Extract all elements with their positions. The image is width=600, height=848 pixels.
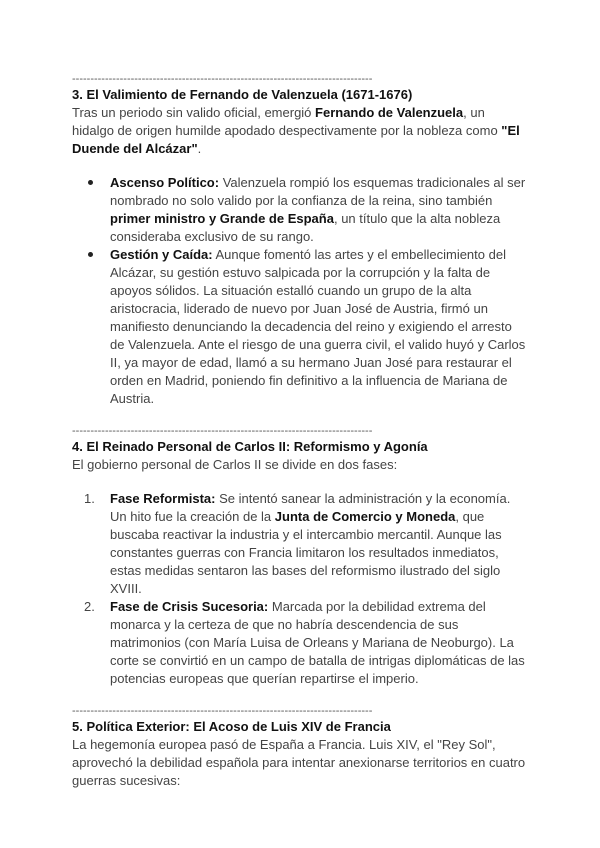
list-item — [84, 598, 528, 688]
item-text: , un título que la alta nobleza consideraba exclusivo de su rango. — [110, 211, 501, 244]
item-label: Fase Reformista: — [110, 491, 216, 506]
item-label: Gestión y Caída: — [110, 247, 213, 262]
section-heading: 4. El Reinado Personal de Carlos II: Reformismo y Agonía — [72, 439, 428, 454]
numbered-list — [72, 490, 528, 688]
intro-bold: Fernando de Valenzuela — [315, 105, 464, 120]
section-heading: 5. Política Exterior: El Acoso de Luis XIV de Francia — [72, 719, 391, 734]
intro-text: Tras un periodo sin valido oficial, emergió — [72, 105, 316, 120]
document-page — [72, 72, 528, 806]
section-separator: ---------------------------------------------------------------------------------- — [72, 705, 373, 717]
item-label: Ascenso Político: — [110, 175, 220, 190]
intro-bold: "El Duende del Alcázar" — [72, 123, 520, 156]
section-intro: La hegemonía europea pasó de España a Francia. Luis XIV, el "Rey Sol", aprovechó la debilidad española para intentar anexionarse territorios en cuatro guerras sucesivas: — [72, 737, 526, 788]
section-intro — [72, 104, 528, 158]
bullet-list — [72, 174, 528, 408]
item-bold: Junta de Comercio y Moneda — [274, 509, 456, 524]
item-number: 2. — [84, 599, 95, 614]
item-text: Aunque fomentó las artes y el embellecimiento del Alcázar, su gestión estuvo salpicada por la corrupción y la falta de apoyos sólidos. La situación estalló cuando un grupo de la alta aristocracia, liderado de nuevo por Juan José de Austria, firmó un manifiesto denunciando la decadencia del reino y exigiendo el arresto de Valenzuela. Ante el riesgo de una guerra civil, el valido huyó y Carlos II, ya mayor de edad, llamó a su hermano Juan José para restaurar el orden en Madrid, poniendo fin definitivo a la influencia de Mariana de Austria. — [110, 247, 526, 406]
item-label: Fase de Crisis Sucesoria: — [110, 599, 269, 614]
item-text: , que buscaba reactivar la industria y el intercambio mercantil. Aunque las constantes guerras con Francia limitaron los resultados inmediatos, estas medidas sentaron las bases del reformismo ilustrado del siglo XVIII. — [110, 509, 502, 596]
section-separator: ---------------------------------------------------------------------------------- — [72, 73, 373, 85]
intro-text: , un hidalgo de origen humilde apodado despectivamente por la nobleza como — [72, 105, 502, 138]
section-intro: El gobierno personal de Carlos II se divide en dos fases: — [72, 457, 398, 472]
item-text: Valenzuela rompió los esquemas tradicionales al ser nombrado no solo valido por la confianza de la reina, sino también — [110, 175, 526, 208]
item-text: Marcada por la debilidad extrema del monarca y la certeza de que no habría descendencia de sus matrimonios (con María Luisa de Orleans y Mariana de Neoburgo). La corte se convirtió en un campo de batalla de intrigas diplomáticas de las potencias europeas que querían repartirse el imperio. — [110, 599, 525, 686]
section-heading: 3. El Valimiento de Fernando de Valenzuela (1671-1676) — [72, 87, 413, 102]
item-number: 1. — [84, 491, 95, 506]
list-item — [108, 246, 528, 408]
item-text: Se intentó sanear la administración y la economía. Un hito fue la creación de la — [110, 491, 511, 524]
item-bold: primer ministro y Grande de España — [110, 211, 334, 226]
intro-text: . — [197, 141, 202, 156]
section-separator: ---------------------------------------------------------------------------------- — [72, 425, 373, 437]
list-item — [108, 174, 528, 246]
list-item — [84, 490, 528, 598]
